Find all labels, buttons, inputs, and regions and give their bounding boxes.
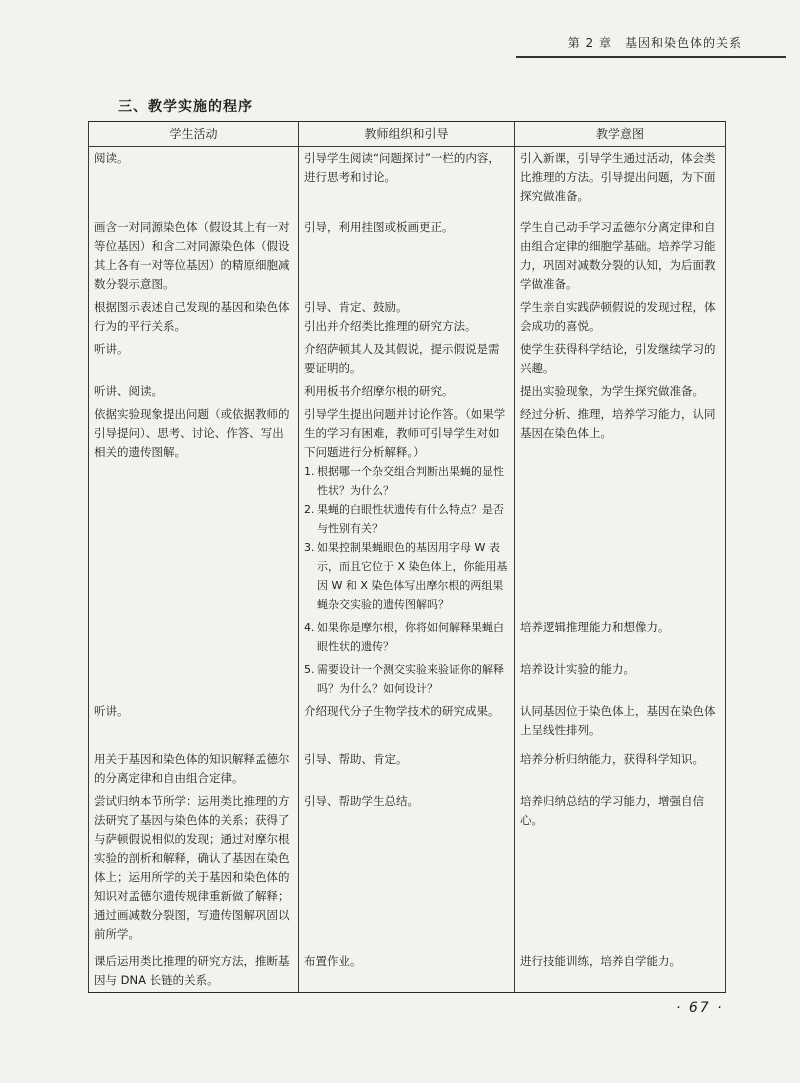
student-activity-cell (89, 616, 299, 658)
analysis-question-list (304, 660, 509, 698)
teacher-guidance-cell: 引导，利用挂图或板画更正。 (299, 208, 515, 296)
question-text: 果蝇的白眼性状遗传有什么特点？是否与性别有关？ (317, 503, 504, 535)
teaching-procedure-table (88, 121, 726, 993)
question-text: 根据哪一个杂交组合判断出果蝇的显性性状？为什么？ (317, 465, 504, 497)
table-header-row (89, 122, 726, 147)
question-number: 2. (304, 503, 315, 516)
teaching-intent-cell: 培养逻辑推理能力和想像力。 (515, 616, 726, 658)
teacher-guidance-cell: 引导学生阅读“问题探讨”一栏的内容，进行思考和讨论。 (299, 147, 515, 209)
teaching-intent-cell: 学生亲自实践萨顿假说的发现过程，体会成功的喜悦。 (515, 296, 726, 338)
table-row (89, 338, 726, 380)
analysis-question (304, 618, 509, 656)
table-row (89, 742, 726, 790)
table-row (89, 700, 726, 742)
teaching-intent-cell: 培养设计实验的能力。 (515, 658, 726, 700)
student-activity-cell: 画含一对同源染色体（假设其上有一对等位基因）和含二对同源染色体（假设其上各有一对等位基因）的精原细胞减数分裂示意图。 (89, 208, 299, 296)
chapter-header: 第 2 章 基因和染色体的关系 (567, 36, 742, 50)
teaching-intent-cell: 学生自己动手学习孟德尔分离定律和自由组合定律的细胞学基础。培养学习能力，巩固对减数分裂的认知，为后面教学做准备。 (515, 208, 726, 296)
column-header-student: 学生活动 (89, 122, 299, 147)
question-text: 如果你是摩尔根，你将如何解释果蝇白眼性状的遗传？ (317, 621, 504, 653)
analysis-question (304, 462, 509, 500)
student-activity-cell: 用关于基因和染色体的知识解释孟德尔的分离定律和自由组合定律。 (89, 742, 299, 790)
table-row (89, 380, 726, 403)
analysis-question-list (304, 462, 509, 614)
column-header-intent: 教学意图 (515, 122, 726, 147)
teaching-intent-cell: 引入新课，引导学生通过活动，体会类比推理的方法。引导提出问题，为下面探究做准备。 (515, 147, 726, 209)
analysis-question (304, 500, 509, 538)
table-row (89, 790, 726, 946)
question-number: 4. (304, 621, 315, 634)
table-row (89, 658, 726, 700)
teacher-guidance-cell: 介绍现代分子生物学技术的研究成果。 (299, 700, 515, 742)
question-number: 3. (304, 541, 315, 554)
teacher-guidance-cell: 引导、帮助、肯定。 (299, 742, 515, 790)
question-text: 需要设计一个测交实验来验证你的解释吗？为什么？如何设计？ (317, 663, 504, 695)
table-row (89, 616, 726, 658)
teaching-intent-cell: 认同基因位于染色体上，基因在染色体上呈线性排列。 (515, 700, 726, 742)
student-activity-cell: 听讲。 (89, 700, 299, 742)
table-row (89, 296, 726, 338)
column-header-teacher: 教师组织和引导 (299, 122, 515, 147)
question-number: 1. (304, 465, 315, 478)
teaching-intent-cell: 经过分析、推理，培养学习能力，认同基因在染色体上。 (515, 403, 726, 616)
header-rule (516, 56, 786, 58)
student-activity-cell: 课后运用类比推理的研究方法，推断基因与 DNA 长链的关系。 (89, 946, 299, 993)
teacher-guidance-cell: 引导、肯定、鼓励。 引出并介绍类比推理的研究方法。 (299, 296, 515, 338)
table-row (89, 403, 726, 616)
table-row (89, 147, 726, 209)
question-number: 5. (304, 663, 315, 676)
student-activity-cell: 根据图示表述自己发现的基因和染色体行为的平行关系。 (89, 296, 299, 338)
teaching-intent-cell: 培养分析归纳能力，获得科学知识。 (515, 742, 726, 790)
table-row (89, 946, 726, 993)
table-row (89, 208, 726, 296)
student-activity-cell: 阅读。 (89, 147, 299, 209)
page-number: · 67 · (676, 1000, 724, 1016)
teacher-guidance-text: 引导学生提出问题并讨论作答。（如果学生的学习有困难，教师可引导学生对如下问题进行分析解释。） (304, 407, 506, 459)
analysis-question (304, 538, 509, 614)
teacher-guidance-cell: 引导、帮助学生总结。 (299, 790, 515, 946)
teaching-intent-cell: 使学生获得科学结论，引发继续学习的兴趣。 (515, 338, 726, 380)
teacher-guidance-cell: 介绍萨顿其人及其假说，提示假说是需要证明的。 (299, 338, 515, 380)
section-title: 三、教学实施的程序 (118, 99, 253, 115)
student-activity-cell: 听讲。 (89, 338, 299, 380)
teaching-intent-cell: 进行技能训练，培养自学能力。 (515, 946, 726, 993)
teacher-guidance-cell: 利用板书介绍摩尔根的研究。 (299, 380, 515, 403)
teacher-guidance-cell (299, 658, 515, 700)
student-activity-cell (89, 658, 299, 700)
teaching-intent-cell: 培养归纳总结的学习能力，增强自信心。 (515, 790, 726, 946)
analysis-question (304, 660, 509, 698)
student-activity-cell: 听讲、阅读。 (89, 380, 299, 403)
student-activity-cell: 尝试归纳本节所学：运用类比推理的方法研究了基因与染色体的关系；获得了与萨顿假说相似的发现；通过对摩尔根实验的剖析和解释，确认了基因在染色体上；运用所学的关于基因和染色体的知识对孟德尔遗传规律重新做了解释；通过画减数分裂图，写遗传图解巩固以前所学。 (89, 790, 299, 946)
question-text: 如果控制果蝇眼色的基因用字母 W 表示，而且它位于 X 染色体上，你能用基因 W 和 X 染色体写出摩尔根的两组果蝇杂交实验的遗传图解吗？ (317, 541, 508, 611)
teacher-guidance-cell (299, 616, 515, 658)
teaching-intent-cell: 提出实验现象，为学生探究做准备。 (515, 380, 726, 403)
teacher-guidance-cell: 布置作业。 (299, 946, 515, 993)
teacher-guidance-cell (299, 403, 515, 616)
student-activity-cell: 依据实验现象提出问题（或依据教师的引导提问）、思考、讨论、作答、写出相关的遗传图解。 (89, 403, 299, 616)
analysis-question-list (304, 618, 509, 656)
